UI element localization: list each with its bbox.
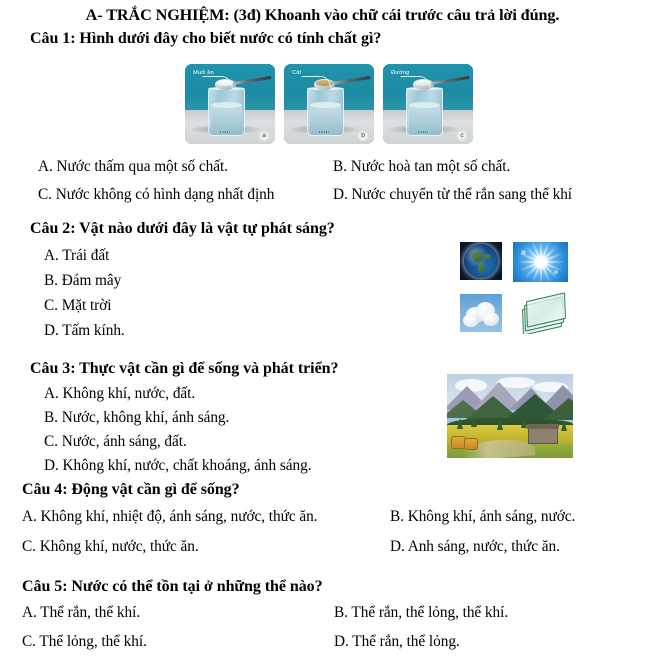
landscape-hay-bale	[464, 438, 478, 450]
panel-label-salt: Muối ăn	[193, 69, 214, 76]
question-2-figure	[460, 242, 568, 334]
question-3-option-d[interactable]: D. Không khí, nước, chất khoáng, ánh sáng.	[44, 457, 312, 474]
page-title: A- TRẮC NGHIỆM: (3đ) Khoanh vào chữ cái trước câu trả lời đúng.	[85, 6, 560, 24]
question-2-option-a[interactable]: A. Trái đất	[44, 247, 110, 264]
earth-landmass	[472, 251, 483, 261]
question-5-option-d[interactable]: D. Thể rắn, thể lỏng.	[334, 633, 460, 650]
experiment-panel-salt	[185, 64, 275, 144]
glass-panes-image	[513, 292, 568, 334]
question-5-option-b[interactable]: B. Thể rắn, thể lỏng, thể khí.	[334, 604, 509, 621]
sun-image	[513, 242, 568, 282]
landscape-barn	[528, 428, 558, 443]
water-body	[211, 105, 242, 134]
clouds-image	[460, 294, 502, 332]
question-1-option-c[interactable]: C. Nước không có hình dạng nhất định	[38, 186, 275, 203]
landscape-tree	[471, 416, 477, 427]
question-2-heading: Câu 2: Vật nào dưới đây là vật tự phát sáng?	[30, 220, 335, 237]
dissolved-residue	[319, 131, 329, 133]
question-3-heading: Câu 3: Thực vật cần gì để sống và phát triển?	[30, 360, 339, 377]
panel-sublabel-b: b	[358, 131, 368, 141]
water-glass-icon	[307, 88, 343, 136]
landscape-tree	[457, 418, 463, 429]
question-3-option-b[interactable]: B. Nước, không khí, ánh sáng.	[44, 409, 230, 426]
water-glass-icon	[208, 88, 244, 136]
earth-landmass	[485, 254, 490, 260]
countryside-landscape-image	[447, 374, 573, 458]
sun-lens-flare	[521, 250, 526, 255]
question-5-option-a[interactable]: A. Thể rắn, thể khí.	[22, 604, 141, 621]
question-5-heading: Câu 5: Nước có thể tồn tại ở những thể nào?	[22, 578, 323, 595]
experiment-panel-sand	[284, 64, 374, 144]
question-5-option-c[interactable]: C. Thể lỏng, thể khí.	[22, 633, 147, 650]
earth-landmass	[478, 262, 485, 274]
question-1-option-b[interactable]: B. Nước hoà tan một số chất.	[333, 158, 511, 175]
experiment-panel-sugar	[383, 64, 473, 144]
landscape-barn-roof	[527, 424, 560, 429]
question-2-option-c[interactable]: C. Mặt trời	[44, 297, 112, 314]
panel-sublabel-a: a	[259, 131, 269, 141]
question-1-heading: Câu 1: Hình dưới đây cho biết nước có tính chất gì?	[30, 30, 382, 47]
sun-lens-flare	[554, 270, 558, 274]
earth-image	[460, 242, 502, 280]
question-2-option-b[interactable]: B. Đám mây	[44, 272, 122, 289]
sun-core-icon	[534, 255, 548, 269]
cloud-puff	[483, 312, 500, 326]
question-4-heading: Câu 4: Động vật cần gì để sống?	[22, 481, 240, 498]
dissolved-residue	[418, 131, 428, 133]
landscape-tree	[561, 420, 567, 431]
question-2-option-d[interactable]: D. Tấm kính.	[44, 322, 125, 339]
landscape-hill	[543, 398, 573, 420]
question-4-option-c[interactable]: C. Không khí, nước, thức ăn.	[22, 538, 199, 555]
water-body	[409, 105, 440, 134]
water-body	[310, 105, 341, 134]
question-4-option-a[interactable]: A. Không khí, nhiệt độ, ánh sáng, nước, thức ăn.	[22, 508, 318, 525]
panel-sublabel-c: c	[457, 131, 467, 141]
question-1-figure	[185, 64, 473, 144]
question-1-option-a[interactable]: A. Nước thấm qua một số chất.	[38, 158, 228, 175]
cloud-puff	[463, 314, 480, 327]
dissolved-residue	[220, 131, 230, 133]
landscape-tree	[497, 419, 503, 430]
question-4-option-b[interactable]: B. Không khí, ánh sáng, nước.	[390, 508, 576, 525]
water-glass-icon	[406, 88, 442, 136]
question-1-option-d[interactable]: D. Nước chuyển từ thể rắn sang thể khí	[333, 186, 572, 203]
earth-globe-icon	[464, 244, 498, 278]
question-3-option-a[interactable]: A. Không khí, nước, đất.	[44, 385, 196, 402]
question-3-option-c[interactable]: C. Nước, ánh sáng, đất.	[44, 433, 187, 450]
question-4-option-d[interactable]: D. Anh sáng, nước, thức ăn.	[390, 538, 560, 555]
panel-label-sand: Cát	[292, 69, 302, 76]
panel-label-sugar: Đường	[391, 69, 410, 76]
